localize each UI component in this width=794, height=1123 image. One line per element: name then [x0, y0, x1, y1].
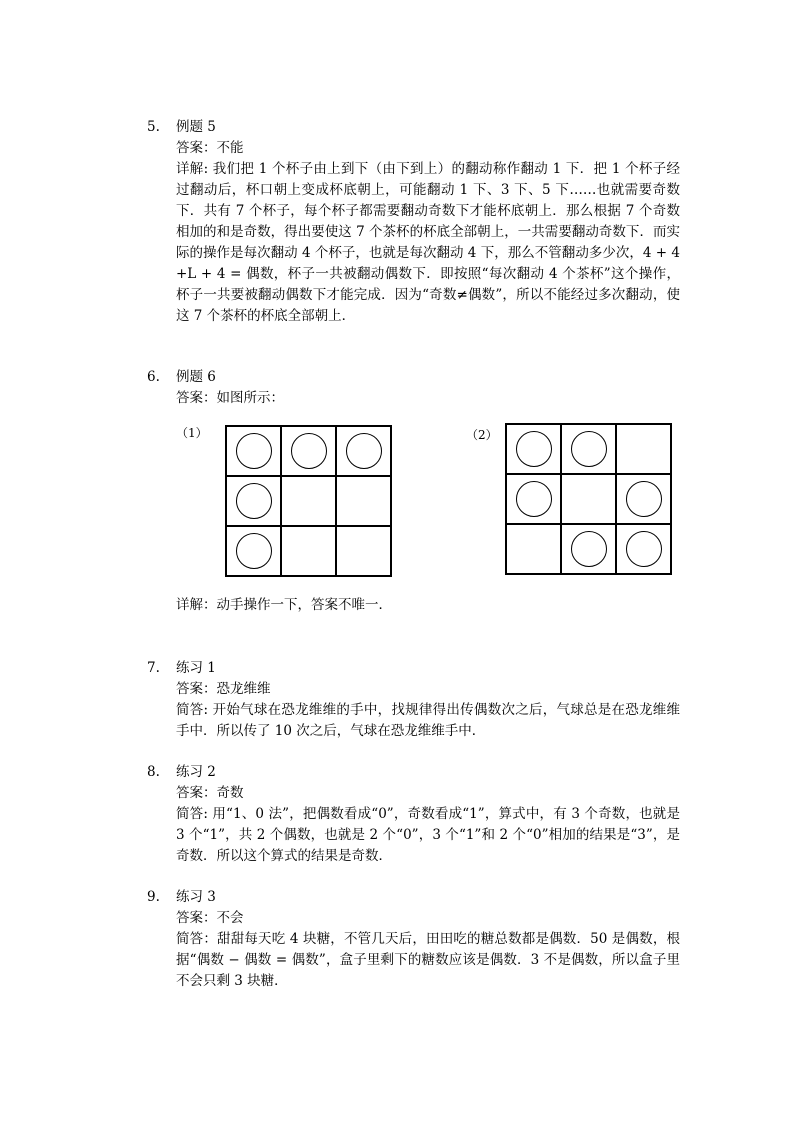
cup-circle-icon [626, 531, 662, 567]
item-answer: 答案：不会 [176, 910, 244, 926]
answer-item-7 [147, 658, 687, 742]
grid-cell [226, 476, 281, 526]
item-title: 例题 5 [176, 119, 216, 135]
cup-circle-icon [571, 531, 607, 567]
figure-2-grid [505, 423, 672, 575]
cup-circle-icon [236, 483, 272, 519]
grid-cell [226, 526, 281, 576]
grid-cell [506, 524, 561, 574]
item-detail: 简答：甜甜每天吃 4 块糖，不管几天后，田田吃的糖总数都是偶数．50 是偶数，根据“偶数 − 偶数 = 偶数”，盒子里剩下的糖数应该是偶数．3 不是偶数，所以盒子里不会只剩 3 块糖． [176, 931, 680, 989]
answer-item-8 [147, 762, 687, 867]
answer-item-9 [147, 887, 687, 992]
cup-circle-icon [626, 481, 662, 517]
item-number: 9. [147, 889, 160, 905]
cup-circle-icon [236, 433, 272, 469]
item-answer: 答案：奇数 [176, 785, 244, 801]
grid-row [506, 424, 671, 474]
grid-row [226, 426, 391, 476]
item-title: 例题 6 [176, 369, 216, 385]
item-number: 8. [147, 764, 160, 780]
item-answer: 答案：恐龙维维 [176, 681, 271, 697]
item-title: 练习 1 [176, 660, 216, 676]
grid-cell [281, 526, 336, 576]
answer-item-6 [147, 367, 687, 409]
figure-2-label: （2） [466, 428, 498, 442]
grid-cell [506, 424, 561, 474]
grid-row [506, 474, 671, 524]
grid-cell [616, 424, 671, 474]
item-number: 5. [147, 119, 160, 135]
cup-circle-icon [291, 433, 327, 469]
grid-cell [226, 426, 281, 476]
item-title: 练习 2 [176, 764, 216, 780]
grid-cell [281, 426, 336, 476]
item-detail: 简答: 用“1、0 法”，把偶数看成“0”，奇数看成“1”，算式中，有 3 个奇数，也就是 3 个“1”，共 2 个偶数，也就是 2 个“0”，3 个“1”和 2 个“0”相加的结果是“3”，是奇数．所以这个算式的结果是奇数． [176, 806, 680, 864]
item-detail: 详解: 我们把 1 个杯子由上到下（由下到上）的翻动称作翻动 1 下．把 1 个杯子经过翻动后，杯口朝上变成杯底朝上，可能翻动 1 下、3 下、5 下……也就需要奇数下．共有 7 个杯子，每个杯子都需要翻动奇数下才能杯底朝上．那么根据 7 个奇数相加的和是奇数，得出要使这 7 个茶杯的杯底全部朝上，一共需要翻动奇数下．而实际的操作是每次翻动 4 个杯子，也就是每次翻动 4 下，那么不管翻动多少次，4 + 4 +L + 4 = 偶数，杯子一共被翻动偶数下．即按照“每次翻动 4 个茶杯”这个操作，杯子一共要被翻动偶数下才能完成．因为“奇数≠偶数”，所以不能经过多次翻动，使这 7 个茶杯的杯底全部朝上． [176, 161, 680, 324]
cup-circle-icon [571, 431, 607, 467]
answer-item-5 [147, 117, 687, 327]
figure-1-label: （1） [176, 426, 208, 440]
cup-circle-icon [236, 533, 272, 569]
item-number: 7. [147, 660, 160, 676]
item-title: 练习 3 [176, 889, 216, 905]
grid-cell [616, 524, 671, 574]
answer-item-6-detail [147, 595, 687, 616]
item-answer: 答案：不能 [176, 140, 244, 156]
grid-cell [281, 476, 336, 526]
grid-cell [561, 474, 616, 524]
cup-circle-icon [516, 481, 552, 517]
item-number: 6. [147, 369, 160, 385]
grid-row [226, 526, 391, 576]
cup-circle-icon [516, 431, 552, 467]
grid-row [226, 476, 391, 526]
item-detail: 简答: 开始气球在恐龙维维的手中，找规律得出传偶数次之后，气球总是在恐龙维维手中．所以传了 10 次之后，气球在恐龙维维手中． [176, 702, 680, 739]
item-detail: 详解：动手操作一下，答案不唯一． [176, 597, 392, 613]
grid-cell [336, 526, 391, 576]
item-answer: 答案：如图所示： [176, 390, 284, 406]
grid-row [506, 524, 671, 574]
grid-cell [561, 424, 616, 474]
grid-cell [561, 524, 616, 574]
grid-cell [616, 474, 671, 524]
grid-cell [506, 474, 561, 524]
grid-cell [336, 476, 391, 526]
cup-circle-icon [346, 433, 382, 469]
figure-1-grid [225, 425, 392, 577]
grid-cell [336, 426, 391, 476]
